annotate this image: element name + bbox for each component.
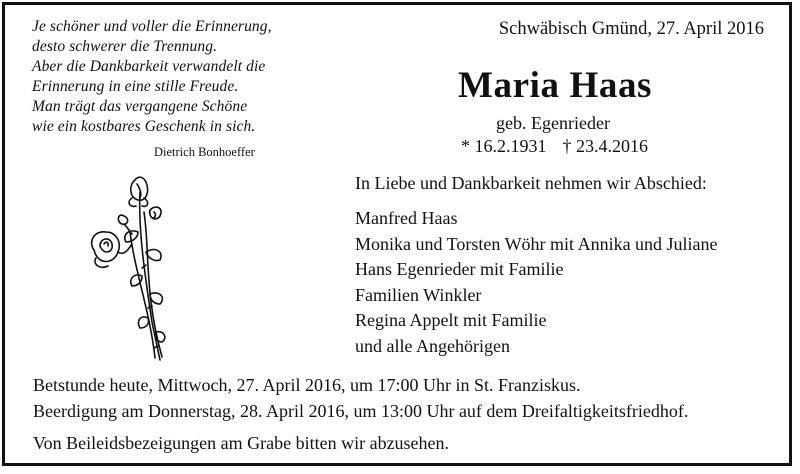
poem-line: Je schöner und voller die Erinnerung, bbox=[32, 18, 272, 35]
poem-line: desto schwerer die Trennung. bbox=[32, 38, 218, 55]
poem bbox=[32, 17, 272, 137]
prayer-service: Betstunde heute, Mittwoch, 27. April 2016, um 17:00 Uhr in St. Franziskus. bbox=[33, 375, 581, 395]
birth-date: * 16.2.1931 bbox=[461, 136, 547, 156]
place-date: Schwäbisch Gmünd, 27. April 2016 bbox=[498, 19, 764, 39]
mourners-list bbox=[355, 206, 718, 359]
service-info bbox=[33, 372, 688, 424]
closing-note: Von Beileidsbezeigungen am Grabe bitten wir abzusehen. bbox=[33, 433, 450, 453]
mourner-item: Regina Appelt mit Familie bbox=[355, 310, 547, 330]
burial-service: Beerdigung am Donnerstag, 28. April 2016, um 13:00 Uhr auf dem Dreifaltigkeitsfriedhof. bbox=[33, 401, 689, 421]
life-dates bbox=[461, 136, 648, 157]
deceased-name: Maria Haas bbox=[458, 65, 653, 106]
mourner-item: Monika und Torsten Wöhr mit Annika und Juliane bbox=[355, 233, 718, 254]
rose-illustration-icon bbox=[80, 172, 190, 362]
poem-line: Man trägt das vergangene Schöne bbox=[32, 98, 248, 115]
mourner-item: Manfred Haas bbox=[355, 208, 458, 228]
mourner-item: Hans Egenrieder mit Familie bbox=[355, 259, 564, 279]
mourner-item: Familien Winkler bbox=[355, 284, 482, 305]
death-date: † 23.4.2016 bbox=[562, 136, 648, 156]
mourner-item: und alle Angehörigen bbox=[355, 335, 510, 356]
poem-line: wie ein kostbares Geschenk in sich. bbox=[32, 118, 256, 135]
birth-name: geb. Egenrieder bbox=[496, 113, 610, 133]
poem-line: Aber die Dankbarkeit verwandelt die bbox=[32, 58, 266, 75]
poem-author: Dietrich Bonhoeffer bbox=[154, 145, 255, 159]
poem-line: Erinnerung in eine stille Freude. bbox=[32, 78, 239, 95]
farewell-text: In Liebe und Dankbarkeit nehmen wir Abschied: bbox=[355, 173, 707, 193]
